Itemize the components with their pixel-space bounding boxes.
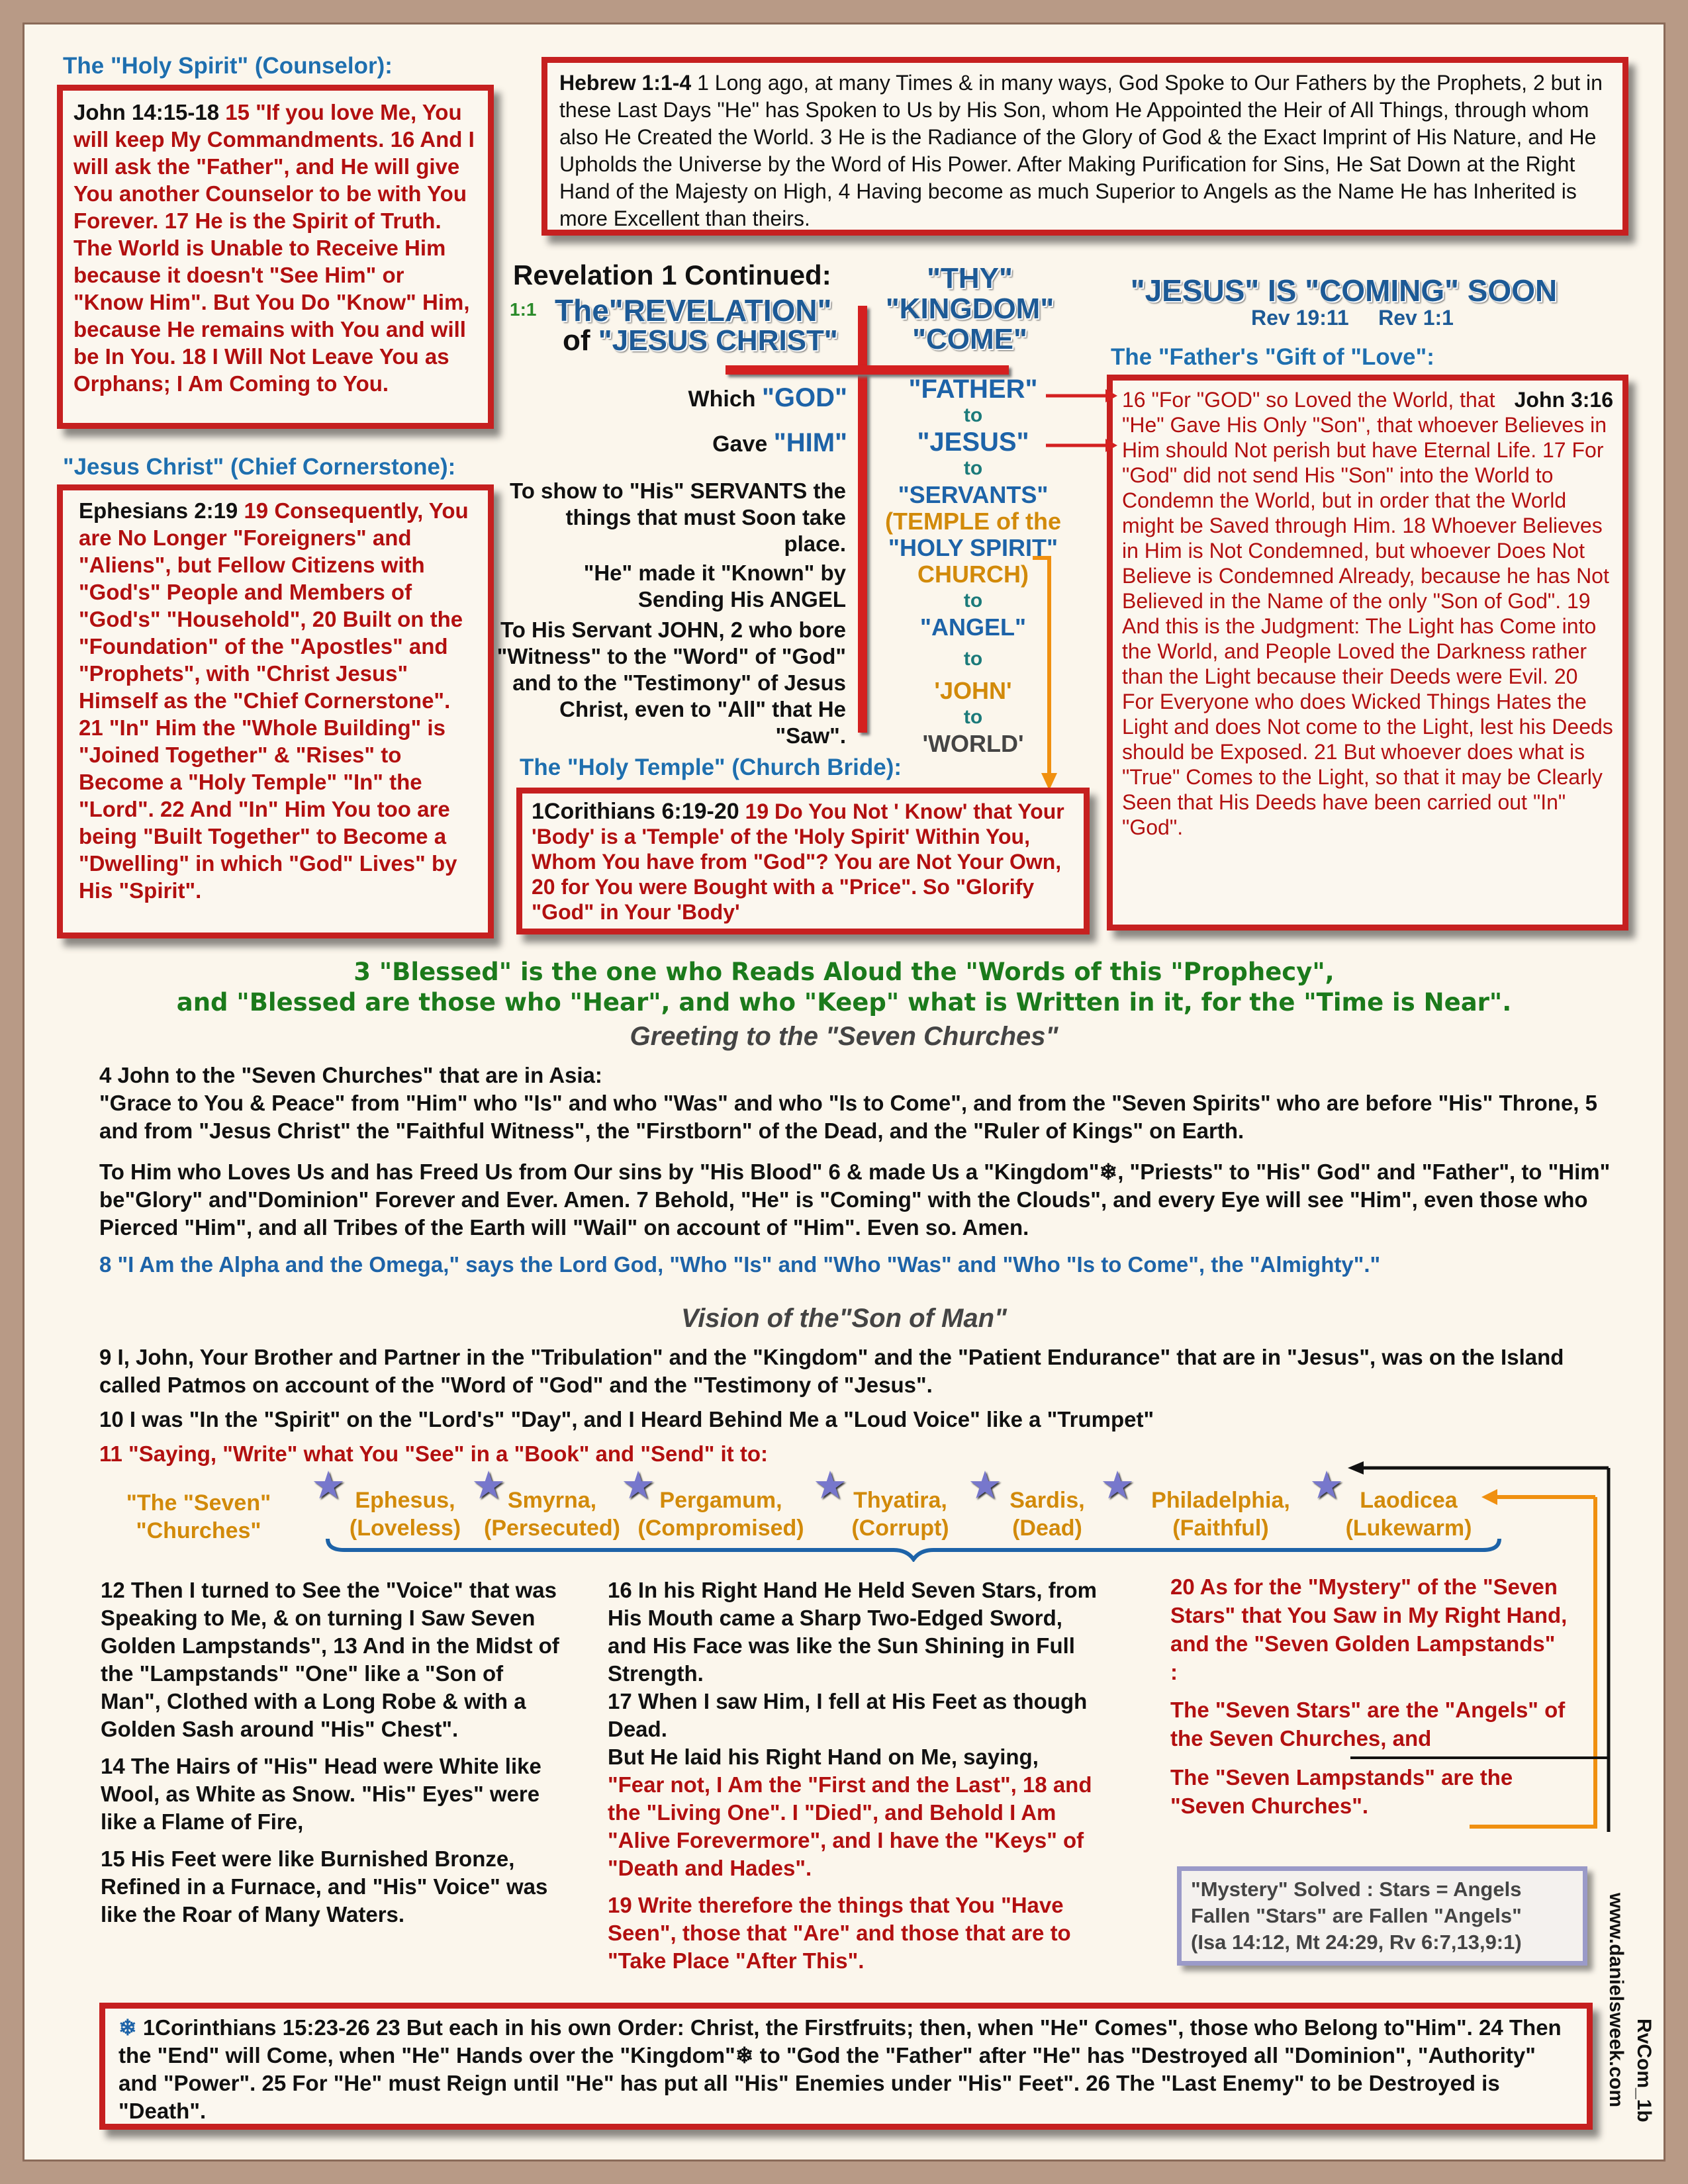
star-icon: ★ [311,1464,346,1507]
temple-box [516,788,1090,934]
temple-ref: 1Corithians 6:19-20 [532,799,739,824]
servants-text: To show to "His" SERVANTS the things that must Soon take place. [510,478,846,556]
corinthians-content [118,2014,1573,2125]
holy-spirit-verses: 15 "If you love Me, You will keep My Commandments. 16 And I will ask the "Father", and He will give You another Counselor to be with You Forever. 17 He is the Spirit of Truth. The World is Unable to Receive Him because it doesn't "See Him" or "Know Him". But You Do "Know" Him, because He remains with You and will be In You. 18 I Will Not Leave You as Orphans; I Am Coming to You. [73,100,475,396]
col2-p2: 17 When I saw Him, I fell at His Feet as though Dead. [608,1689,1088,1741]
col3-p1: 20 As for the "Mystery" of the "Seven Stars" that You Saw in My Right Hand, and the "Seven Golden Lampstands" : [1170,1574,1568,1684]
chain-to-4: to [963,648,983,670]
kingdom-title [870,263,1069,355]
john-text: To His Servant JOHN, 2 who bore "Witness" to the "Word" of "God" and to the "Testimony" of Jesus Christ, even to "All" that He "Saw". [496,617,846,748]
coming-refs [1251,306,1454,330]
vision-p3: 11 "Saying, "Write" what You "See" in a "Book" and "Send" it to: [99,1441,768,1466]
greeting-heading: Greeting to the "Seven Churches" [630,1022,1058,1051]
church-name: Philadelphia, [1151,1488,1290,1513]
church-tag: (Loveless) [349,1516,461,1541]
cornerstone-heading: "Jesus Christ" (Chief Cornerstone): [63,454,456,480]
mystery-box [1177,1866,1587,1966]
mystery-line2: Fallen "Stars" are Fallen "Angels" [1191,1904,1522,1927]
chain-to-5: to [963,706,983,728]
church-thyatira [834,1486,966,1542]
which-word: Which [688,387,756,412]
chain-father: "FATHER" [908,375,1038,404]
kingdom-line1: "THY" [927,262,1013,295]
chain-angel: "ANGEL" [919,614,1027,641]
church-sardis [994,1486,1100,1542]
church-name: Smyrna, [507,1488,597,1513]
church-tag: (Corrupt) [851,1516,949,1541]
chain-john: 'JOHN' [934,677,1012,704]
blessed-line1: 3 "Blessed" is the one who Reads Aloud the "Words of this "Prophecy", [353,958,1335,986]
chain-holy-spirit: "HOLY SPIRIT" [888,534,1058,561]
corinthians-ref: 1Corinthians 15:23-26 [142,2015,370,2040]
holy-spirit-heading: The "Holy Spirit" (Counselor): [63,53,393,79]
vision-block [99,1343,1622,1468]
col3-p2: The "Seven Stars" are the "Angels" of the Seven Churches, and [1170,1698,1566,1751]
churches-brace [324,1535,1503,1562]
col1-p1: 12 Then I turned to See the "Voice" that was Speaking to Me, & on turning I Saw Seven Golden Lampstands", 13 And in the Midst of the "Lampstands" "One" like a "Son of Man", Clothed with a Long Robe & with a Golden Sash around "His" Chest". [101,1578,559,1741]
col2-p1: 16 In his Right Hand He Held Seven Stars, from His Mouth came a Sharp Two-Edged Sword, and His Face was like the Sun Shining in Full Strength. [608,1578,1098,1686]
seven-label1: "The "Seven" [126,1490,271,1516]
holy-spirit-ref: John 14:15-18 [73,100,220,124]
him-word: "HIM" [773,428,847,457]
kingdom-line3: "COME" [912,323,1027,355]
vision-p1: 9 I, John, Your Brother and Partner in the "Tribulation" and the "Kingdom" and the "Patient Endurance" that are in "Jesus", was on the Island called Patmos on account of the "Word of "God" and the "Testimony of "Jesus". [99,1345,1564,1397]
holy-spirit-text [73,99,477,397]
church-arrow [1029,555,1062,793]
church-tag: (Compromised) [637,1516,804,1541]
the-word: The [555,293,609,328]
hebrew-box [541,57,1628,236]
church-tag: (Lukewarm) [1345,1516,1472,1541]
fathers-gift-box [1107,375,1628,931]
star-icon: ★ [1309,1464,1344,1507]
revelation-word: "REVELATION" [608,293,832,328]
side-site [1601,1893,1627,2108]
revelation-title [555,293,831,328]
cornerstone-box [57,484,494,938]
star-icon: ★ [968,1464,1002,1507]
fathers-gift-text: 16 "For "GOD" so Loved the World, that "He" Gave His Only "Son", that whoever Believes in Him should Not perish but have Eternal Life. 17 For "God" did not send His "Son" into the World to Condemn the World, but in order that the World might be Saved through Him. 18 Whoever Believes in Him is Not Condemned, but whoever Does Not Believe is Condemned Already, because he has Not Believed in the Name of the only "Son of God". 19 And this is the Judgment: The Light has Come into the World, and People Loved the Darkness rather than the Light because their Deeds were Evil. 20 For Everyone who does Wicked Things Hates the Light and does Not come to the Light, lest his Deeds should be Exposed. 21 But whoever does what is "True" Comes to the Light, so that it may be Clearly Seen that His Deeds have been carried out "In" "God". [1122,388,1613,839]
greeting-p4: 8 "I Am the Alpha and the Omega," says the Lord God, "Who "Is" and "Who "Was" and "Who "Is to Come", the "Almighty"." [99,1252,1381,1277]
col2 [608,1576,1098,1975]
side-code [1628,2019,1655,2151]
col2-p4: "Fear not, I Am the "First and the Last", 18 and the "Living One". I "Died", and Behold I Am "Alive Forevermore", and I have the "Keys" of "Death and Hades". [608,1772,1092,1880]
chain-to-1: to [963,404,983,426]
church-ephesus [339,1486,471,1542]
seven-label2: "Churches" [136,1518,261,1543]
col2-p5: 19 Write therefore the things that You "Have Seen", those that "Are" and those that are to "Take Place "After This". [608,1893,1071,1973]
verse-1-1: 1:1 [510,299,537,320]
fathers-gift-ref: John 3:16 [1514,388,1613,412]
col1-p3: 15 His Feet were like Burnished Bronze, Refined in a Furnace, and "His" Voice" was like the Roar of Many Waters. [101,1846,548,1927]
blessed [66,957,1622,1018]
chain-servants: "SERVANTS" [898,481,1049,508]
col2-p3: But He laid his Right Hand on Me, saying, [608,1745,1039,1769]
seven-churches-label [99,1489,298,1545]
fathers-gift-heading: The "Father's "Gift of "Love": [1111,344,1434,370]
hebrew-text: 1 Long ago, at many Times & in many ways, God Spoke to Our Fathers by the Prophets, 2 but in these Last Days "He" has Spoken to Us by His Son, whom He Appointed the Heir of All Things, through whom also He Created the World. 3 He is the Radiance of the Glory of God & the Exact Imprint of His Nature, and He Upholds the Universe by the Word of His Power. After Making Purification for Sins, He Sat Down at the Right Hand of the Majesty on High, 4 Having become as much Superior to Angels as the Name He has Inherited is more Excellent than theirs. [559,71,1603,230]
cornerstone-ref: Ephesians 2:19 [79,498,238,523]
temple-content [532,799,1074,925]
churches-row [306,1463,1497,1541]
site-url: www.danielsweek.com [1605,1893,1627,2108]
mystery-line1: "Mystery" Solved : Stars = Angels [1191,1878,1522,1901]
church-smyrna [479,1486,625,1542]
chain-temple: (TEMPLE of the [885,508,1061,535]
church-pergamum [632,1486,810,1542]
church-name: Sardis, [1009,1488,1085,1513]
page-code: RvCom_1b [1633,2019,1655,2122]
church-tag: (Persecuted) [484,1516,620,1541]
star-icon: ★ [471,1464,506,1507]
fathers-gift-content [1122,387,1613,840]
blessed-line2: and "Blessed are those who "Hear", and who "Keep" what is Written in it, for the "Time is Near". [176,988,1512,1017]
coming-ref2: Rev 1:1 [1378,306,1454,330]
church-philadelphia [1141,1486,1300,1542]
corinthians-text: 23 But each in his own Order: Christ, the Firstfruits; then, when "He" Comes", those who Belong to"Him". 24 Then the "End" will Come, when "He" Hands over the "Kingdom"❄ to "God the "Father" after "He" has "Destroyed all "Dominion", "Authority" and "Power". 25 For "He" must Reign until "He" has put all "His" Enemies under "His" Feet". 26 The "Last Enemy" to be Destroyed is "Death". [118,2015,1562,2123]
greeting-p3: To Him who Loves Us and has Freed Us from Our sins by "His Blood" 6 & made Us a "Kingdom"❄, "Priests" to "His" God" and "Father", to "Him" be"Glory" and"Dominion" Forever and Ever. Amen. 7 Behold, "He" is "Coming" with the Clouds", and every Eye will see "Him", even those who Pierced "Him", and all Tribes of the Earth will "Wail" on account of "Him". Even so. Amen. [99,1160,1611,1240]
gave-word: Gave [712,432,768,457]
arrows [1046,384,1119,457]
church-name: Ephesus, [355,1488,455,1513]
hebrew-ref: Hebrew 1:1-4 [559,71,692,95]
coming-title: "JESUS" IS "COMING" SOON [1130,273,1558,308]
mystery-line3: (Isa 14:12, Mt 24:29, Rv 6:7,13,9:1) [1191,1931,1522,1954]
jesus-christ-title [563,324,838,357]
star-icon: ★ [813,1464,847,1507]
jesus-christ-word: "JESUS CHRIST" [598,324,838,357]
chain-church: CHURCH) [917,561,1029,588]
church-name: Pergamum, [659,1488,782,1513]
of-word: of [563,324,590,357]
greeting-block [99,1062,1622,1279]
greeting-p2: "Grace to You & Peace" from "Him" who "Is" and who "Was" and who "Is to Come", and from the "Seven Spirits" who are before "His" Throne, 5 and from "Jesus Christ" the "Faithful Witness", the "Firstborn" of the Dead, and the "Ruler of Kings" on Earth. [99,1091,1597,1143]
revelation-heading: Revelation 1 Continued: [513,259,831,291]
kingdom-line2: "KINGDOM" [885,293,1055,325]
holy-spirit-box [57,85,494,429]
vision-heading: Vision of the"Son of Man" [681,1304,1007,1333]
col3-p3: The "Seven Lampstands" are the "Seven Churches". [1170,1765,1513,1818]
chain-jesus: "JESUS" [917,428,1029,457]
corinthians-box [99,2003,1593,2130]
cross-horizontal [726,365,1009,375]
snowflake-icon: ❄ [118,2015,137,2040]
col1 [101,1576,564,1929]
god-word: "GOD" [761,383,847,412]
star-icon: ★ [1100,1464,1135,1507]
chain-to-3: to [963,590,983,612]
greeting-p1: 4 John to the "Seven Churches" that are in Asia: [99,1063,602,1087]
angel-text: "He" made it "Known" by Sending His ANGEL [583,561,846,612]
chain-to-2: to [963,457,983,479]
church-name: Laodicea [1360,1488,1458,1513]
col1-p2: 14 The Hairs of "His" Head were White like Wool, as White as Snow. "His" Eyes" were like a Flame of Fire, [101,1754,541,1834]
church-tag: (Dead) [1012,1516,1082,1541]
cornerstone-text: 19 Consequently, You are No Longer "Foreigners" and "Aliens", but Fellow Citizens with "God's" People and Members of "God's" "Household", 20 Built on the "Foundation" of the "Apostles" and "Prophets", with "Christ Jesus" Himself as the "Chief Cornerstone". 21 "In" Him the "Whole Building" is "Joined Together" & "Rises" to Become a "Holy Temple" "In" the "Lord". 22 And "In" Him You too are being "Built Together" to Become a "Dwelling" in which "God" Lives" by His "Spirit". [79,498,469,903]
col3 [1170,1572,1568,1820]
star-icon: ★ [621,1464,655,1507]
cornerstone-content [79,497,472,904]
coming-ref1: Rev 19:11 [1251,306,1349,330]
chain-world: 'WORLD' [922,730,1024,757]
vision-p2: 10 I was "In the "Spirit" on the "Lord's" "Day", and I Heard Behind Me a "Loud Voice" like a "Trumpet" [99,1407,1154,1432]
church-tag: (Faithful) [1172,1516,1269,1541]
temple-text: 19 Do You Not ' Know' that Your 'Body' is a 'Temple' of the 'Holy Spirit' Within You, Whom You have from "God"? You are Not Your Own, 20 for You were Bought with a "Price". So "Glorify "God" in Your 'Body' [532,799,1064,924]
church-name: Thyatira, [853,1488,947,1513]
temple-heading: The "Holy Temple" (Church Bride): [520,754,902,780]
revelation-lines [583,383,847,459]
